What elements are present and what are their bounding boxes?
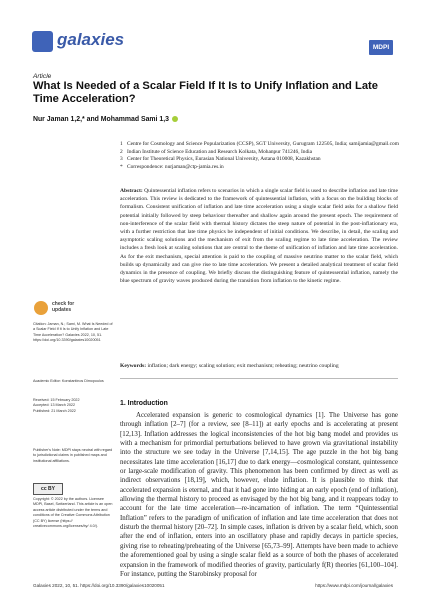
- publisher-note: Publisher's Note: MDPI stays neutral with regard to jurisdictional claims in published maps and institutional affiliations.: [33, 448, 113, 463]
- abstract-label: Abstract:: [120, 188, 143, 194]
- affiliation-item: 2 Indian Institute of Science Education and Research Kolkata, Mohanpur 741246, India: [120, 148, 313, 155]
- citation: Citation: Jaman, N.; Sami, M. What Is Needed of a Scalar Field If It Is to Unify Inflation and Late Time Acceleration? Galaxies 2022, 10, 51. https://doi.org/10.3390/galaxies10020051: [33, 322, 113, 343]
- abstract: [120, 187, 398, 285]
- journal-name: galaxies: [57, 30, 125, 49]
- divider: [120, 378, 398, 379]
- academic-editor: Academic Editor: Konstantinos Dimopoulos: [33, 379, 104, 383]
- date-published: Published: 21 March 2022: [33, 408, 76, 413]
- copyright: Copyright: © 2022 by the authors. Licensee MDPI, Basel, Switzerland. This article is an open access article distributed under the terms and conditions of the Creative Commons Attribution (CC BY) license (https:// creativecommons.org/licenses/by/ 4.0/).: [33, 497, 113, 529]
- affiliations: [120, 141, 400, 171]
- footer-citation: Galaxies 2022, 10, 51. https://doi.org/10.3390/galaxies10020051: [33, 583, 165, 588]
- date-accepted: Accepted: 13 March 2022: [33, 403, 76, 408]
- publisher-logo: MDPI: [369, 40, 393, 55]
- paper-title: What Is Needed of a Scalar Field If It Is to Unify Inflation and Late Time Acceleration?: [33, 80, 378, 105]
- dates: [33, 398, 115, 414]
- author-list: [33, 116, 179, 123]
- check-updates-label[interactable]: check for updates: [52, 301, 75, 313]
- cc-by-license-icon[interactable]: cc BY: [33, 483, 63, 495]
- journal-logo-icon: [32, 31, 53, 52]
- article-type: Article: [33, 73, 52, 80]
- page-footer: [33, 583, 393, 588]
- intro-paragraph: Accelerated expansion is generic to cosmological dynamics [1]. The Universe has gone through inflation [2–7] (for a review, see [8–11]) at early epochs and is accelerating at present [12,13]. Inflation addresses the logical inconsistencies of the hot big bang model and provides us with a mechanism for primordial perturbations believed to have grown via gravitational instability into the structure we see today in the Universe [7,14,15]. The age puzzle in the hot big bang necessitates late time acceleration [16,17] due to dark energy—cosmological constant, quintessence or large-scale modification of gravity. This phenomenon has been confirmed by direct as well as indirect observations [18,19], which, however, elude inflation. It is plausible to think that accelerated expansion is eternal, and that it had gone into hiding at an early epoch (end of inflation), allowing the thermal history to proceed as envisaged by the hot big bang, and it reappears today to account for the late time acceleration—re-incarnation of inflation. The term “Quintessential Inflation” refers to the paradigm of unification of inflation and late time acceleration that does not disturb the thermal history [20–72]. In simple cases, inflation is driven by a scalar field, which, soon after the end of inflation, enters into an oscillatory phase and rapidly decays in particle species, giving rise to reheating/preheating of the Universe [65,73–99]. Attempts have been made to achieve the aforementioned goal by using a single scalar field as a source of both the phases of accelerated expansion in the framework of modified theories of gravity, particularly f(R) theories [61,100–104]. For instance, putting the Starobinsky proposal for: [120, 412, 398, 578]
- affiliation-item: 1 Centre for Cosmology and Science Popularization (CCSP), SGT University, Gurugram 122505, India; samijamia@gmail.com: [120, 141, 399, 147]
- keywords-label: Keywords:: [120, 363, 147, 369]
- correspondence: * Correspondence: nurjaman@ctp-jamia.res.in: [120, 163, 224, 170]
- date-received: Received: 15 February 2022: [33, 398, 80, 402]
- section-heading: 1. Introduction: [120, 400, 168, 407]
- check-updates-icon[interactable]: [34, 301, 48, 315]
- affiliation-item: 3 Center for Theoretical Physics, Eurasian National University, Astana 010008, Kazakhstan: [120, 156, 321, 163]
- abstract-text: Quintessential inflation refers to scenarios in which a single scalar field is used to describe inflation and late time acceleration. This review is dedicated to the framework of quintessential inflation, with a focus on the building blocks of formalism. Consistent unification of inflation and late time acceleration using a single scalar field asks for a shallow field potential initially followed by steep behaviour thereafter and shallow again around the present epoch. The requirement of non-interference of the scalar field with thermal history dictates the steep nature of potential in the post-inflationary era, with a further restriction that late time physics be independent of initial conditions. We describe, in detail, the scaling and asymptotic scaling solutions and the mechanism of exit from the scaling regime to late time acceleration. The review includes a fresh look at scaling solutions that are central to the theme of unification of inflation and late time acceleration. As for the exit mechanism, special attention is paid to the coupling of massive neutrino matter to the scalar field, which builds up dynamically and can give rise to late time acceleration. We present a detailed analytical treatment of scalar field dynamics in the presence of coupling. We briefly discuss the distinguishing feature of quintessential inflation, namely the blue spectrum of gravity waves produced during the transition from inflation to the kinetic regime.: [120, 188, 398, 285]
- keywords-text: inflation; dark energy; scaling solution; exit mechanism; reheating; neutrino coupling: [147, 363, 339, 369]
- orcid-icon[interactable]: [172, 116, 178, 122]
- keywords: [120, 363, 398, 369]
- footer-journal-link[interactable]: https://www.mdpi.com/journal/galaxies: [315, 583, 393, 588]
- authors-text: Nur Jaman 1,2,* and Mohammad Sami 1,3: [33, 116, 169, 123]
